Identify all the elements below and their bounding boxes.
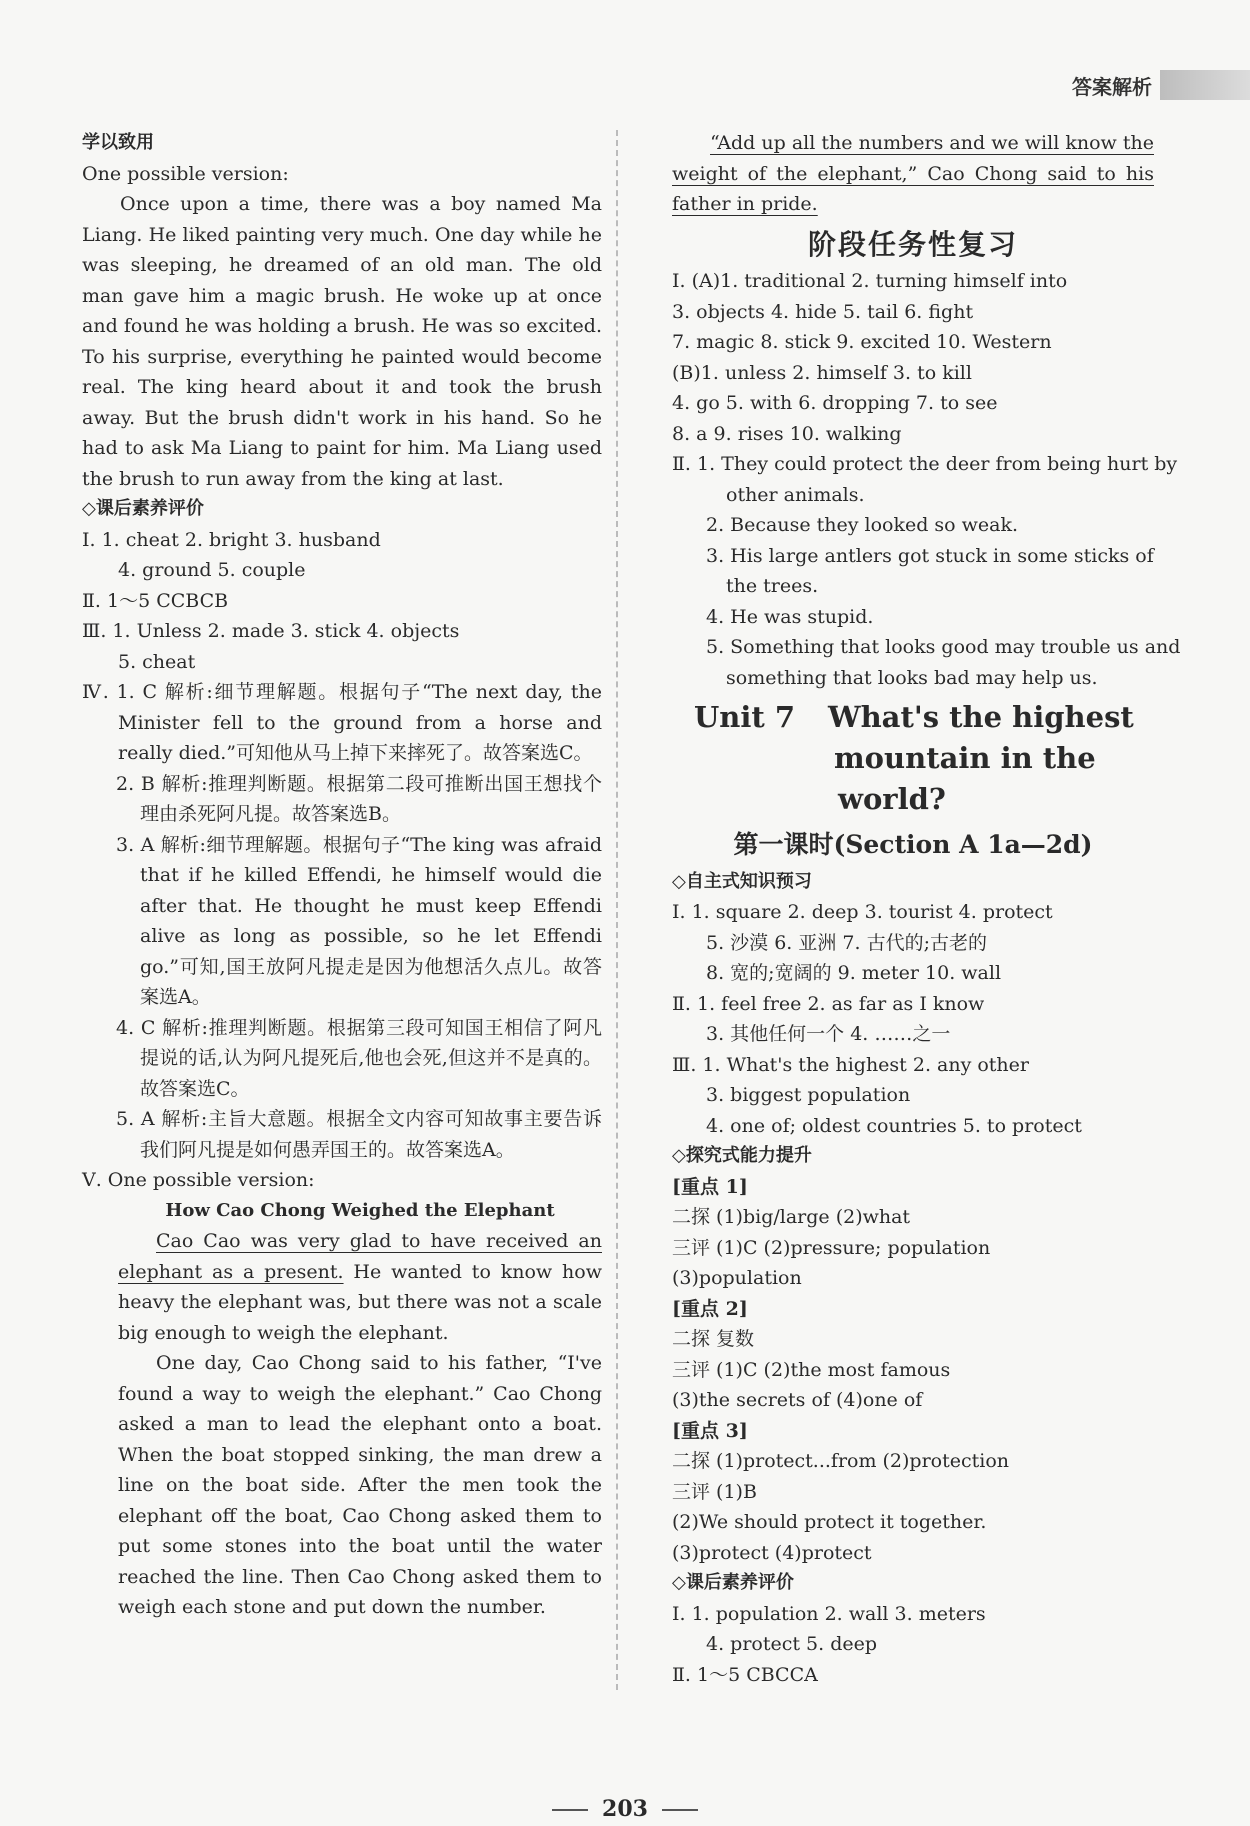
unit-title-line-1: What's the highest	[828, 700, 1134, 734]
explore-heading: ◇探究式能力提升	[672, 1145, 812, 1166]
right-column	[672, 128, 1181, 1690]
review-r1-line-1: Ⅰ. (A)1. traditional 2. turning himself into	[672, 270, 1068, 292]
answer-s2: Ⅱ. 1～5 CCBCB	[82, 589, 229, 612]
review-r2-2: 2. Because they looked so weak.	[706, 514, 1019, 536]
version-label: One possible version:	[82, 162, 289, 185]
right-eval-1b: 4. protect 5. deep	[706, 1633, 878, 1655]
pre-line-7: 3. biggest population	[706, 1084, 911, 1106]
key-point-3-c: (2)We should protect it together.	[672, 1511, 987, 1533]
pre-line-3: 8. 宽的;宽阔的 9. meter 10. wall	[706, 962, 1002, 984]
key-point-2-a: 二探 复数	[672, 1328, 755, 1350]
page-number-value: 203	[602, 1796, 648, 1822]
unit-heading	[672, 697, 1154, 820]
key-point-3-a: 二探 (1)protect...from (2)protection	[672, 1450, 1010, 1472]
review-r2-3a: 3. His large antlers got stuck in some sticks of	[706, 544, 1154, 567]
header-title: 答案解析	[1072, 74, 1152, 99]
page-number-dash-right	[662, 1809, 698, 1811]
story-paragraph-2: One day, Cao Chong said to his father, “I've found a way to weigh the elephant.” Cao Chong asked a man to lead the elephant onto a boat. When the boat stopped sinking, the man drew a line on the boat side. After the men took the elephant off the boat, Cao Chong asked them to put some stones into the boat until the water reached the line. Then Cao Chong asked them to weigh each stone and put down the number.	[118, 1352, 602, 1618]
pre-heading: ◇自主式知识预习	[672, 870, 812, 892]
unit-title-line-2: mountain in the	[834, 741, 1096, 775]
key-point-2-b: 三评 (1)C (2)the most famous	[672, 1358, 951, 1381]
story-underline-2: “Add up all the numbers and we will know the weight of the elephant,” Cao Chong said to his father in pride.	[672, 132, 1154, 215]
key-point-2-c: (3)the secrets of (4)one of	[672, 1389, 923, 1411]
key-point-3-b: 三评 (1)B	[672, 1480, 757, 1503]
story-ending	[672, 128, 1154, 220]
page-number-dash-left	[552, 1809, 588, 1811]
lesson-title: 第一课时(Section A 1a—2d)	[733, 830, 1093, 859]
essay-paragraph: Once upon a time, there was a boy named Ma Liang. He liked painting very much. One day while he was sleeping, he dreamed of an old man. The old man gave him a magic brush. He woke up at once and found he was holding a brush. He was so excited. To his surprise, everything he painted would become real. The king heard about it and took the brush away. But the brush didn't work in his hand. So he had to ask Ma Liang to paint for him. Ma Liang used the brush to run away from the king at last.	[82, 193, 602, 490]
unit-title	[828, 697, 1134, 820]
story-title: How Cao Chong Weighed the Elephant	[165, 1199, 555, 1221]
review-r1-line-4: (B)1. unless 2. himself 3. to kill	[672, 361, 972, 384]
answer-s3-a: Ⅲ. 1. Unless 2. made 3. stick 4. objects	[82, 620, 460, 642]
review-r2-5a: 5. Something that looks good may trouble us and	[706, 636, 1181, 658]
column-divider	[616, 130, 618, 1690]
review-r2-1b: other animals.	[726, 483, 865, 506]
page-header	[1072, 68, 1250, 102]
header-bar	[1160, 70, 1250, 100]
story-p1-rest: He wanted to know how heavy the elephant was, but there was not a scale big enough to weigh the elephant.	[118, 1260, 602, 1344]
key-point-1-a: 二探 (1)big/large (2)what	[672, 1206, 911, 1228]
pre-line-6: Ⅲ. 1. What's the highest 2. any other	[672, 1053, 1029, 1076]
key-point-3-label: [重点 3]	[672, 1419, 748, 1442]
review-r1-line-6: 8. a 9. rises 10. walking	[672, 422, 902, 445]
answer-s4-5: 5. A 解析:主旨大意题。根据全文内容可知故事主要告诉我们阿凡提是如何愚弄国王的。故答案选A。	[116, 1108, 602, 1161]
answer-s4-3: 3. A 解析:细节理解题。根据句子“The king was afraid that if he killed Effendi, he himself would die after that. He thought he must keep Effendi alive as long as possible, so he let Effendi go.”可知,国王放阿凡提走是因为他想活久点儿。故答案选A。	[116, 833, 602, 1008]
story-block	[82, 1196, 602, 1623]
pre-line-1: Ⅰ. 1. square 2. deep 3. tourist 4. protect	[672, 901, 1053, 923]
right-eval-2: Ⅱ. 1～5 CBCCA	[672, 1663, 818, 1686]
key-point-3-d: (3)protect (4)protect	[672, 1541, 872, 1564]
answer-s3-b: 5. cheat	[118, 650, 196, 673]
pre-line-8: 4. one of; oldest countries 5. to protect	[706, 1114, 1082, 1137]
story-underline-1: Cao Cao was very glad to have received an elephant as a present.	[118, 1230, 602, 1283]
right-eval-1a: Ⅰ. 1. population 2. wall 3. meters	[672, 1602, 986, 1625]
eval-heading: ◇课后素养评价	[82, 498, 204, 519]
review-r2-5b: something that looks bad may help us.	[726, 666, 1098, 689]
apply-heading: 学以致用	[82, 132, 154, 153]
review-r2-4: 4. He was stupid.	[706, 605, 874, 628]
answer-s1-b: 4. ground 5. couple	[118, 559, 306, 581]
review-title: 阶段任务性复习	[807, 227, 1018, 261]
review-r1-line-5: 4. go 5. with 6. dropping 7. to see	[672, 392, 998, 414]
answer-s1-num: Ⅰ. 1.	[82, 528, 120, 551]
story-paragraph-1	[118, 1226, 602, 1348]
unit-title-line-3: world?	[838, 782, 946, 816]
pre-line-5: 3. 其他任何一个 4. ……之一	[706, 1023, 951, 1045]
right-eval-heading: ◇课后素养评价	[672, 1572, 794, 1593]
review-r2-3b: the trees.	[726, 575, 819, 597]
answer-s1-items: cheat 2. bright 3. husband	[125, 528, 381, 551]
review-r1-line-3: 7. magic 8. stick 9. excited 10. Western	[672, 331, 1052, 353]
key-point-1-c: (3)population	[672, 1267, 802, 1289]
answer-s4-4: 4. C 解析:推理判断题。根据第三段可知国王相信了阿凡提说的话,认为阿凡提死后,他也会死,但这并不是真的。故答案选C。	[116, 1016, 602, 1100]
pre-line-4: Ⅱ. 1. feel free 2. as far as I know	[672, 992, 985, 1015]
page-number	[0, 1796, 1250, 1822]
answer-s5-label: Ⅴ. One possible version:	[82, 1169, 315, 1191]
answer-s1-a	[82, 525, 602, 556]
pre-line-2: 5. 沙漠 6. 亚洲 7. 古代的;古老的	[706, 931, 987, 954]
key-point-1-b: 三评 (1)C (2)pressure; population	[672, 1236, 991, 1259]
answer-s4-2: 2. B 解析:推理判断题。根据第二段可推断出国王想找个理由杀死阿凡提。故答案选B。	[116, 772, 602, 825]
key-point-2-label: [重点 2]	[672, 1297, 748, 1320]
review-r1-line-2: 3. objects 4. hide 5. tail 6. fight	[672, 300, 974, 323]
answer-s4-1: Ⅳ. 1. C 解析:细节理解题。根据句子“The next day, the Minister fell to the ground from a horse and really died.”可知他从马上掉下来摔死了。故答案选C。	[82, 681, 602, 764]
review-r2-1a: Ⅱ. 1. They could protect the deer from being hurt by	[672, 453, 1178, 475]
unit-number: Unit 7	[694, 700, 796, 734]
left-column	[82, 128, 602, 1623]
key-point-1-label: [重点 1]	[672, 1175, 748, 1198]
